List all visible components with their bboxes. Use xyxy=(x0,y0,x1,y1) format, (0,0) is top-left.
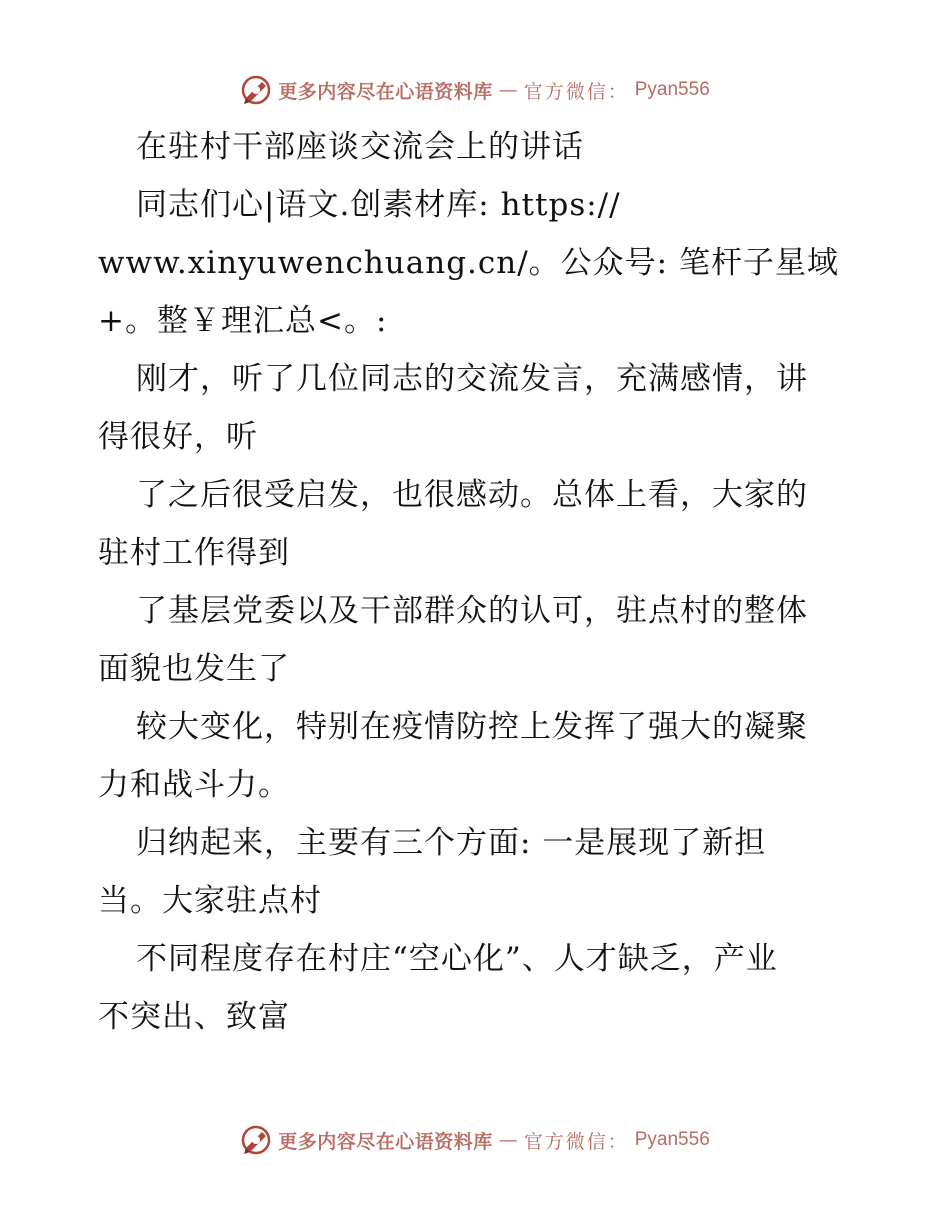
pen-logo-icon xyxy=(240,1124,272,1156)
text-line: 刚才，听了几位同志的交流发言，充满感情，讲 xyxy=(136,361,808,397)
pen-logo-icon xyxy=(240,74,272,106)
text-line: +。整￥理汇总<。: xyxy=(98,303,388,339)
banner-text: 更多内容尽在心语资料库 xyxy=(278,1130,493,1153)
banner-dash: — xyxy=(498,1129,518,1151)
banner-wechat-label: 官方微信： xyxy=(523,1130,629,1153)
text-line: 得很好，听 xyxy=(98,419,258,455)
text-line: 同志们心|语文.创素材库: https:// xyxy=(136,187,621,223)
text-line: 了之后很受启发，也很感动。总体上看，大家的 xyxy=(136,477,808,513)
document-title: 在驻村干部座谈交流会上的讲话 xyxy=(136,129,584,165)
banner-dash: — xyxy=(498,79,518,101)
text-line: 力和战斗力。 xyxy=(98,767,290,803)
text-line: 面貌也发生了 xyxy=(98,651,290,687)
text-line: 较大变化，特别在疫情防控上发挥了强大的凝聚 xyxy=(136,709,808,745)
text-line: 了基层党委以及干部群众的认可，驻点村的整体 xyxy=(136,593,808,629)
banner-account: Pyan556 xyxy=(634,79,710,100)
banner-account: Pyan556 xyxy=(634,1129,710,1150)
text-line: 驻村工作得到 xyxy=(98,535,290,571)
text-line: 归纳起来，主要有三个方面: 一是展现了新担 xyxy=(136,825,767,861)
banner-wechat-label: 官方微信： xyxy=(523,80,629,103)
text-line: 当。大家驻点村 xyxy=(98,883,322,919)
document-body xyxy=(98,118,858,1046)
header-banner xyxy=(0,70,950,110)
text-line: www.xinyuwenchuang.cn/。公众号: 笔杆子星域 xyxy=(98,245,839,281)
footer-banner xyxy=(0,1120,950,1160)
text-line: 不突出、致富 xyxy=(98,999,290,1035)
text-line: 不同程度存在村庄“空心化”、人才缺乏，产业 xyxy=(136,941,778,977)
banner-text: 更多内容尽在心语资料库 xyxy=(278,80,493,103)
